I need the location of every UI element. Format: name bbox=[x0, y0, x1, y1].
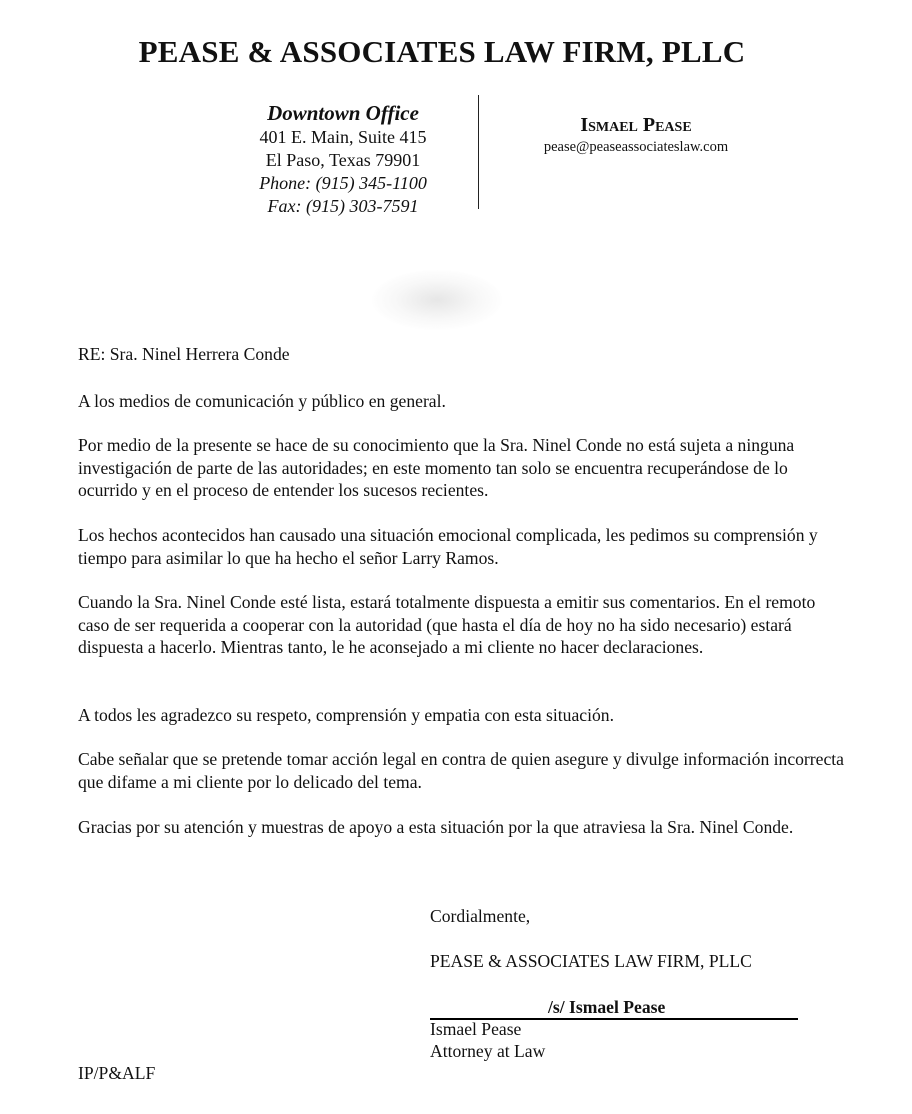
body-paragraph-2: Los hechos acontecidos han causado una situación emocional complicada, les pedimos su comprensión y tiempo para asimilar lo que ha hecho el señor Larry Ramos. bbox=[78, 525, 818, 568]
signature-line bbox=[430, 996, 798, 1020]
body-paragraph-1: Por medio de la presente se hace de su conocimiento que la Sra. Ninel Conde no está sujeta a ninguna investigación de parte de las autoridades; en este momento tan solo se encuentra recuperándose de lo ocurrido y en el proceso de entender los sucesos recientes. bbox=[78, 435, 795, 500]
office-address-block bbox=[230, 100, 456, 218]
signer-title: Attorney at Law bbox=[430, 1041, 546, 1061]
closing-firm-name: PEASE & ASSOCIATES LAW FIRM, PLLC bbox=[430, 951, 752, 971]
attorney-email: pease@peaseassociateslaw.com bbox=[543, 139, 729, 155]
reference-initials: IP/P&ALF bbox=[78, 1063, 156, 1083]
office-address-line2: El Paso, Texas 79901 bbox=[265, 150, 421, 170]
office-fax: Fax: (915) 303-7591 bbox=[267, 196, 419, 216]
re-line: RE: Sra. Ninel Herrera Conde bbox=[78, 344, 290, 364]
header-divider bbox=[478, 95, 479, 209]
body-paragraph-4: A todos les agradezco su respeto, comprensión y empatia con esta situación. bbox=[78, 705, 614, 725]
body-paragraph-5: Cabe señalar que se pretende tomar acción legal en contra de quien asegure y divulge información incorrecta que difame a mi cliente por lo delicado del tema. bbox=[78, 749, 844, 792]
office-phone: Phone: (915) 345-1100 bbox=[259, 173, 427, 193]
body-paragraph-6: Gracias por su atención y muestras de apoyo a esta situación por la que atraviesa la Sra. Ninel Conde. bbox=[78, 817, 794, 837]
office-name: Downtown Office bbox=[267, 101, 419, 125]
signer-name: Ismael Pease bbox=[430, 1019, 522, 1039]
salutation: A los medios de comunicación y público en general. bbox=[78, 391, 446, 411]
firm-name-heading: PEASE & ASSOCIATES LAW FIRM, PLLC bbox=[138, 34, 746, 69]
attorney-contact-block bbox=[518, 112, 754, 156]
electronic-signature: /s/ Ismael Pease bbox=[548, 997, 666, 1017]
body-paragraph-3: Cuando la Sra. Ninel Conde esté lista, estará totalmente dispuesta a emitir sus comentarios. En el remoto caso de ser requerida a cooperar con la autoridad (que hasta el día de hoy no ha sido necesario) estará dispuesta a hacerlo. Mientras tanto, le he aconsejado a mi cliente no hacer declaraciones. bbox=[78, 592, 816, 657]
office-address-line1: 401 E. Main, Suite 415 bbox=[259, 127, 427, 147]
blurred-mark bbox=[372, 270, 502, 330]
closing: Cordialmente, bbox=[430, 906, 531, 926]
attorney-name: Ismael Pease bbox=[580, 114, 692, 136]
